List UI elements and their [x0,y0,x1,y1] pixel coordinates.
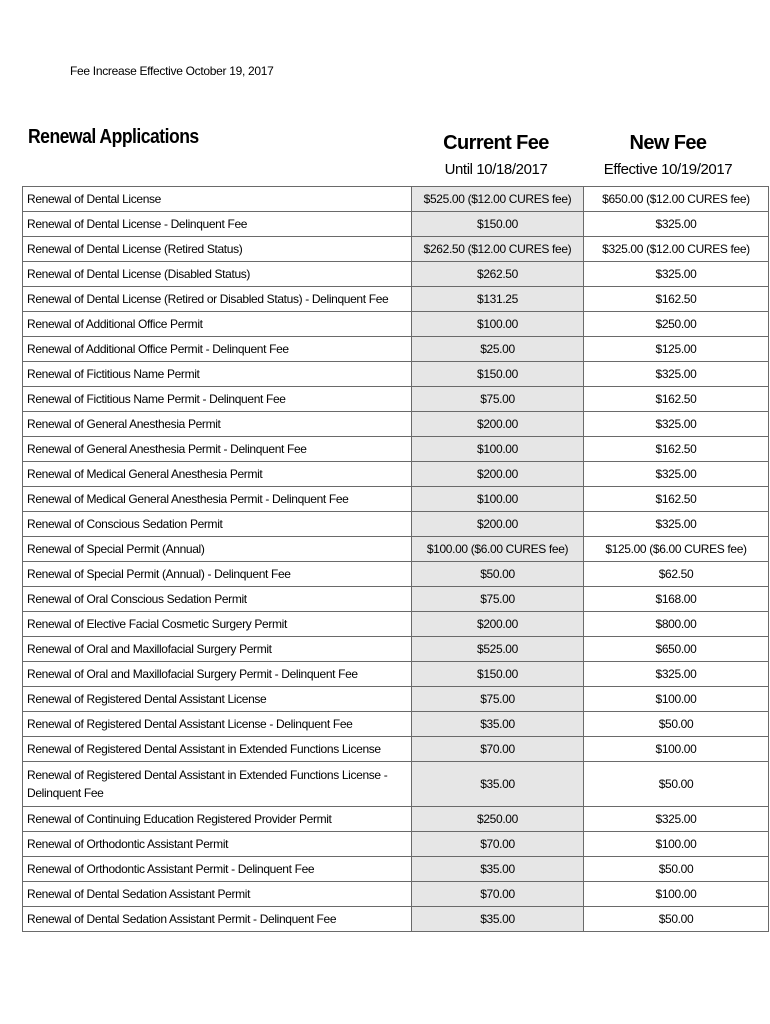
fee-name-cell: Renewal of Special Permit (Annual) [23,537,412,562]
current-fee-cell: $100.00 [412,437,584,462]
fee-name-cell: Renewal of Fictitious Name Permit - Delinquent Fee [23,387,412,412]
fee-name-cell: Renewal of Elective Facial Cosmetic Surgery Permit [23,612,412,637]
current-fee-cell: $100.00 ($6.00 CURES fee) [412,537,584,562]
table-row [23,662,769,687]
fee-name-cell: Renewal of Oral Conscious Sedation Permit [23,587,412,612]
new-fee-cell: $800.00 [584,612,769,637]
table-row [23,187,769,212]
table-row [23,712,769,737]
new-fee-cell: $650.00 [584,637,769,662]
current-fee-cell: $525.00 ($12.00 CURES fee) [412,187,584,212]
fee-name-cell: Renewal of Orthodontic Assistant Permit [23,832,412,857]
current-fee-cell: $70.00 [412,832,584,857]
table-row [23,412,769,437]
table-row [23,537,769,562]
fee-name-cell: Renewal of General Anesthesia Permit - Delinquent Fee [23,437,412,462]
new-fee-cell: $250.00 [584,312,769,337]
table-row [23,737,769,762]
new-fee-cell: $50.00 [584,907,769,932]
new-fee-heading: New Fee [629,132,707,154]
current-fee-cell: $250.00 [412,807,584,832]
current-fee-cell: $200.00 [412,612,584,637]
fee-name-cell: Renewal of Oral and Maxillofacial Surgery Permit - Delinquent Fee [23,662,412,687]
table-row [23,587,769,612]
current-fee-cell: $200.00 [412,412,584,437]
current-fee-heading: Current Fee [443,132,549,154]
fee-table-body [23,187,769,932]
fee-name-cell: Renewal of Additional Office Permit - Delinquent Fee [23,337,412,362]
current-fee-cell: $200.00 [412,512,584,537]
new-fee-cell: $100.00 [584,832,769,857]
fee-name-cell: Renewal of Dental License - Delinquent Fee [23,212,412,237]
fee-name-cell: Renewal of Oral and Maxillofacial Surgery Permit [23,637,412,662]
table-row [23,857,769,882]
table-row [23,387,769,412]
fee-name-cell: Renewal of Registered Dental Assistant License - Delinquent Fee [23,712,412,737]
new-fee-cell: $325.00 ($12.00 CURES fee) [584,237,769,262]
new-fee-cell: $162.50 [584,437,769,462]
current-fee-cell: $50.00 [412,562,584,587]
current-fee-cell: $200.00 [412,462,584,487]
current-fee-cell: $35.00 [412,712,584,737]
new-fee-cell: $162.50 [584,387,769,412]
table-row [23,612,769,637]
fee-name-cell: Renewal of Medical General Anesthesia Permit - Delinquent Fee [23,487,412,512]
current-fee-cell: $131.25 [412,287,584,312]
current-fee-cell: $100.00 [412,312,584,337]
fee-name-cell: Renewal of Dental License [23,187,412,212]
fee-name-cell: Renewal of Dental Sedation Assistant Permit - Delinquent Fee [23,907,412,932]
current-fee-cell: $35.00 [412,857,584,882]
new-fee-cell: $325.00 [584,362,769,387]
current-fee-subheading: Until 10/18/2017 [444,161,548,178]
current-fee-cell: $25.00 [412,337,584,362]
table-row [23,487,769,512]
current-fee-cell: $100.00 [412,487,584,512]
table-row [23,262,769,287]
current-fee-cell: $262.50 ($12.00 CURES fee) [412,237,584,262]
table-row [23,907,769,932]
new-fee-cell: $168.00 [584,587,769,612]
new-fee-cell: $325.00 [584,807,769,832]
table-row [23,687,769,712]
table-row [23,762,769,807]
table-row [23,212,769,237]
table-row [23,312,769,337]
current-fee-cell: $150.00 [412,212,584,237]
new-fee-cell: $325.00 [584,262,769,287]
new-fee-cell: $100.00 [584,687,769,712]
current-fee-cell: $150.00 [412,662,584,687]
fee-name-cell: Renewal of Dental License (Retired or Disabled Status) - Delinquent Fee [23,287,412,312]
fee-table [22,186,769,932]
fee-name-cell: Renewal of Conscious Sedation Permit [23,512,412,537]
new-fee-cell: $100.00 [584,882,769,907]
new-fee-cell: $325.00 [584,412,769,437]
table-row [23,337,769,362]
fee-name-cell: Renewal of Special Permit (Annual) - Delinquent Fee [23,562,412,587]
fee-increase-notice: Fee Increase Effective October 19, 2017 [70,64,274,78]
fee-name-cell: Renewal of Registered Dental Assistant in Extended Functions License - Delinquent Fee [23,762,412,807]
table-row [23,562,769,587]
fee-name-cell: Renewal of Medical General Anesthesia Permit [23,462,412,487]
new-fee-cell: $325.00 [584,512,769,537]
table-row [23,462,769,487]
current-fee-cell: $150.00 [412,362,584,387]
new-fee-subheading: Effective 10/19/2017 [603,161,733,178]
current-fee-cell: $70.00 [412,737,584,762]
section-title: Renewal Applications [28,126,199,148]
table-row [23,807,769,832]
new-fee-cell: $125.00 [584,337,769,362]
new-fee-cell: $162.50 [584,487,769,512]
fee-name-cell: Renewal of Continuing Education Registered Provider Permit [23,807,412,832]
current-fee-cell: $75.00 [412,687,584,712]
fee-name-cell: Renewal of Dental Sedation Assistant Permit [23,882,412,907]
new-fee-cell: $325.00 [584,662,769,687]
new-fee-cell: $50.00 [584,857,769,882]
current-fee-cell: $75.00 [412,587,584,612]
table-row [23,287,769,312]
current-fee-cell: $262.50 [412,262,584,287]
table-row [23,637,769,662]
fee-name-cell: Renewal of Additional Office Permit [23,312,412,337]
new-fee-cell: $50.00 [584,712,769,737]
table-row [23,362,769,387]
fee-name-cell: Renewal of Dental License (Retired Status) [23,237,412,262]
fee-name-cell: Renewal of General Anesthesia Permit [23,412,412,437]
current-fee-cell: $75.00 [412,387,584,412]
new-fee-cell: $50.00 [584,762,769,807]
fee-name-cell: Renewal of Registered Dental Assistant License [23,687,412,712]
fee-name-cell: Renewal of Fictitious Name Permit [23,362,412,387]
fee-name-cell: Renewal of Registered Dental Assistant in Extended Functions License [23,737,412,762]
new-fee-cell: $325.00 [584,212,769,237]
current-fee-cell: $70.00 [412,882,584,907]
new-fee-cell: $125.00 ($6.00 CURES fee) [584,537,769,562]
table-row [23,882,769,907]
current-fee-cell: $525.00 [412,637,584,662]
new-fee-cell: $62.50 [584,562,769,587]
fee-name-cell: Renewal of Dental License (Disabled Status) [23,262,412,287]
fee-name-cell: Renewal of Orthodontic Assistant Permit - Delinquent Fee [23,857,412,882]
new-fee-cell: $325.00 [584,462,769,487]
new-fee-cell: $100.00 [584,737,769,762]
table-row [23,832,769,857]
table-row [23,437,769,462]
current-fee-cell: $35.00 [412,907,584,932]
new-fee-cell: $650.00 ($12.00 CURES fee) [584,187,769,212]
table-row [23,512,769,537]
current-fee-cell: $35.00 [412,762,584,807]
new-fee-cell: $162.50 [584,287,769,312]
table-row [23,237,769,262]
